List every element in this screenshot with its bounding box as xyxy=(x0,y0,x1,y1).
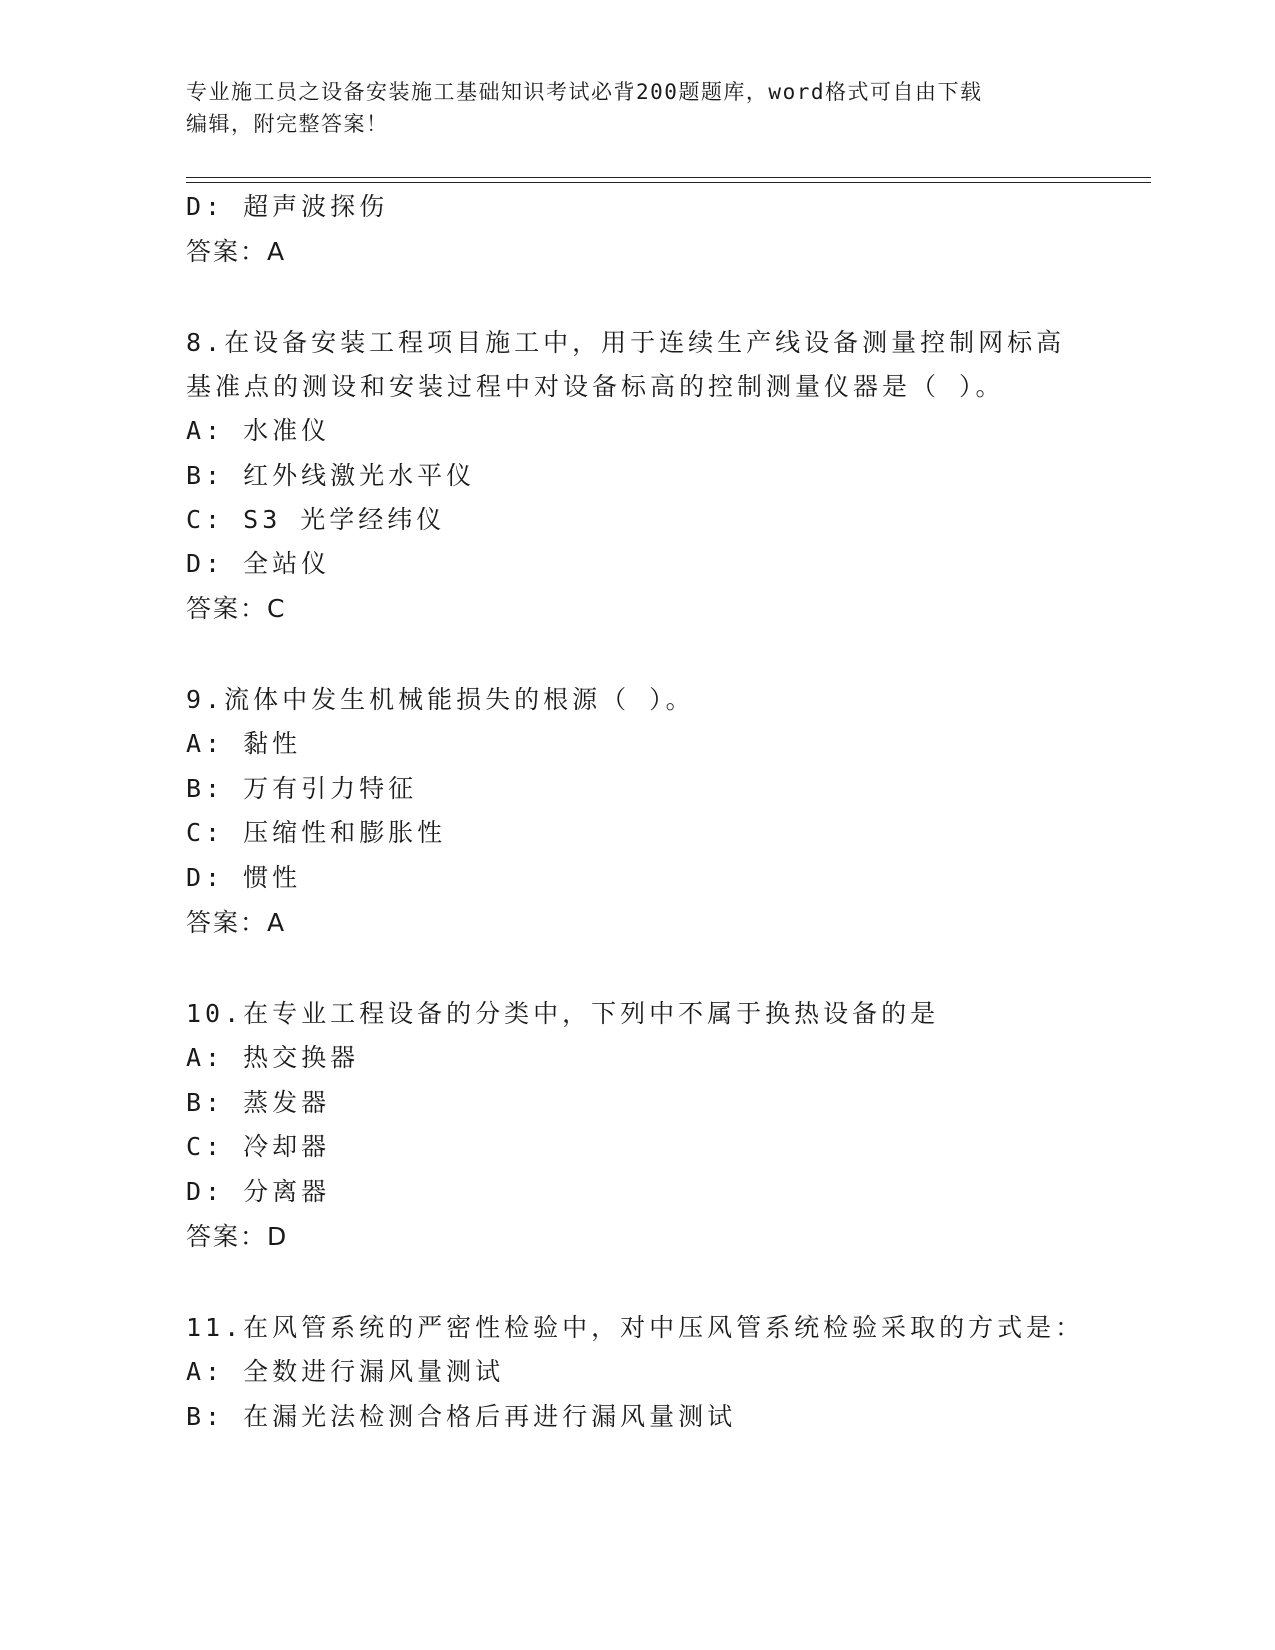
header-title-line1: 专业施工员之设备安装施工基础知识考试必背200题题库，word格式可自由下载 xyxy=(186,80,983,104)
q10-option-a: A: 热交换器 xyxy=(186,1043,360,1072)
q8-stem-line1: 8.在设备安装工程项目施工中，用于连续生产线设备测量控制网标高 xyxy=(186,328,1066,357)
q9-option-b: B: 万有引力特征 xyxy=(186,774,418,803)
document-header xyxy=(186,76,1066,140)
q10-option-b: B: 蒸发器 xyxy=(186,1088,331,1117)
q11-option-a: A: 全数进行漏风量测试 xyxy=(186,1357,505,1386)
q9-answer: 答案：A xyxy=(186,908,287,937)
q9-option-a: A: 黏性 xyxy=(186,729,302,758)
header-title-line2: 编辑，附完整答案！ xyxy=(186,112,389,136)
q8-option-a: A: 水准仪 xyxy=(186,416,331,445)
q9-option-d: D: 惯性 xyxy=(186,863,302,892)
q8-option-b: B: 红外线激光水平仪 xyxy=(186,461,476,490)
header-divider-bottom xyxy=(186,182,1151,183)
q8-option-d: D: 全站仪 xyxy=(186,549,331,578)
q8-stem-line2: 基准点的测设和安装过程中对设备标高的控制测量仪器是（ ）。 xyxy=(186,372,1005,401)
q9-stem: 9.流体中发生机械能损失的根源（ ）。 xyxy=(186,685,695,714)
q11-option-b: B: 在漏光法检测合格后再进行漏风量测试 xyxy=(186,1402,737,1431)
q10-option-c: C: 冷却器 xyxy=(186,1132,331,1161)
prev-option-d: D: 超声波探伤 xyxy=(186,192,389,221)
q8-option-c: C: S3 光学经纬仪 xyxy=(186,505,446,534)
q10-option-d: D: 分离器 xyxy=(186,1177,331,1206)
q8-answer: 答案：C xyxy=(186,594,287,623)
q10-answer: 答案：D xyxy=(186,1222,289,1251)
prev-answer: 答案：A xyxy=(186,237,287,266)
q9-option-c: C: 压缩性和膨胀性 xyxy=(186,818,447,847)
q10-stem: 10.在专业工程设备的分类中，下列中不属于换热设备的是 xyxy=(186,999,940,1028)
header-divider-top xyxy=(186,177,1151,178)
q11-stem: 11.在风管系统的严密性检验中，对中压风管系统检验采取的方式是： xyxy=(186,1313,1085,1342)
